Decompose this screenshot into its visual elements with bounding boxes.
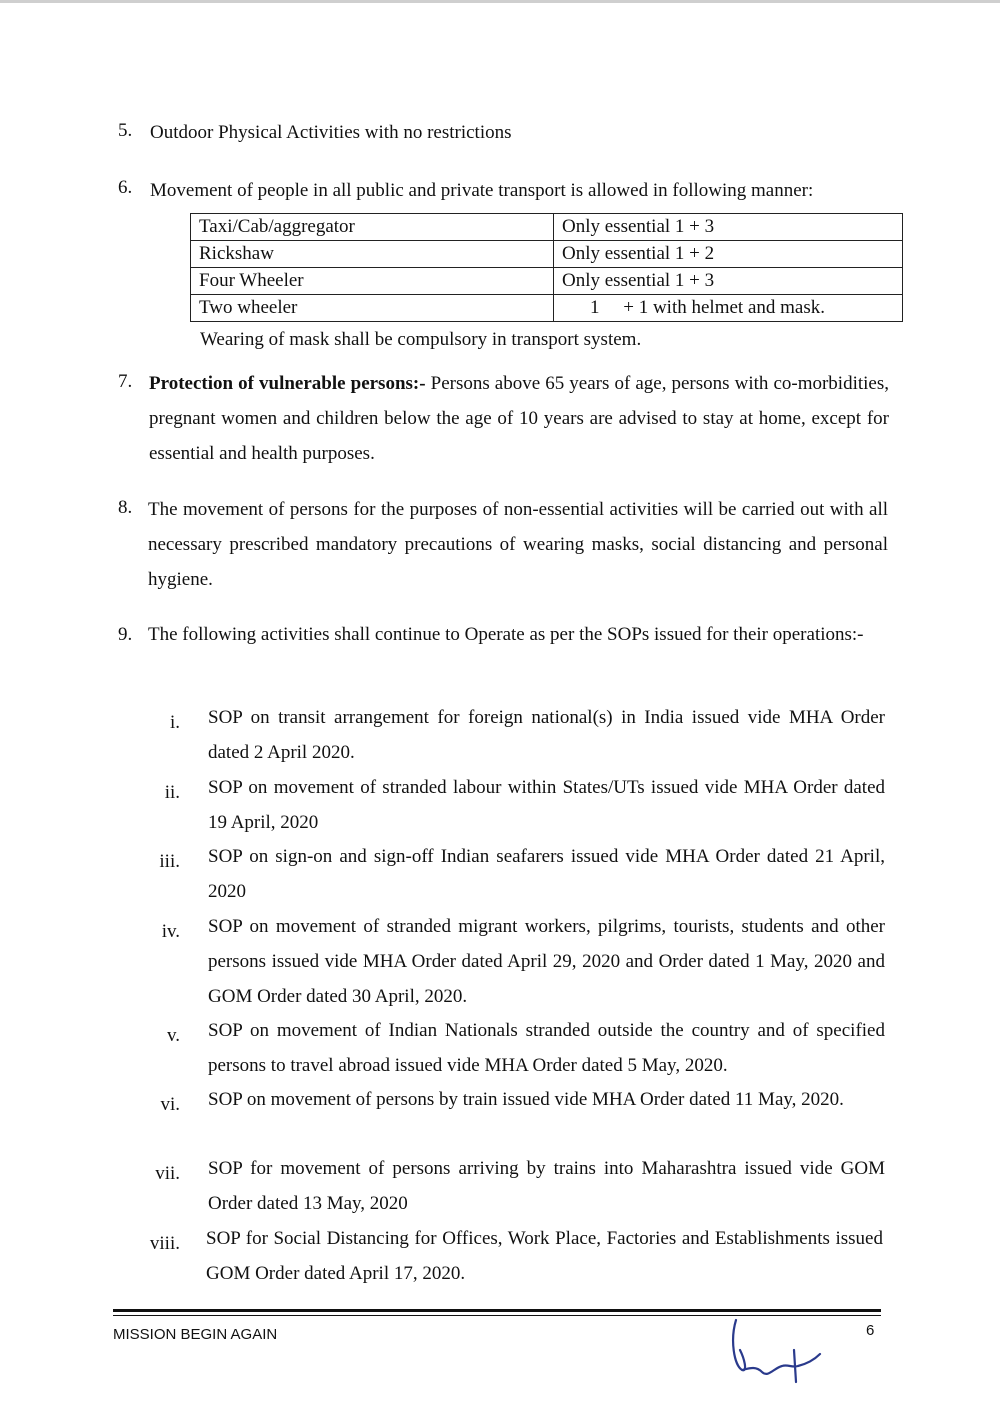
item-number: 8.: [118, 497, 133, 518]
sop-number: i.: [169, 712, 180, 733]
transport-mode: Rickshaw: [191, 241, 554, 268]
transport-mode: Four Wheeler: [191, 268, 554, 295]
table-row: [191, 241, 903, 268]
item-text: Outdoor Physical Activities with no restrictions: [150, 122, 512, 143]
item-heading: Protection of vulnerable persons:-: [149, 373, 426, 394]
transport-note: Wearing of mask shall be compulsory in transport system.: [200, 329, 642, 350]
list-item-8: [118, 490, 893, 595]
transport-mode: Taxi/Cab/aggregator: [191, 214, 554, 241]
item-number: 6.: [118, 177, 133, 198]
transport-rule: 1 + 1 with helmet and mask.: [554, 295, 903, 322]
item-body: Persons above 65 years of age, persons with co-morbidities, pregnant women and children below the age of 10 years are advised to stay at home, except for essential and health purposes.: [149, 373, 890, 464]
sop-text: SOP on movement of stranded migrant workers, pilgrims, tourists, students and other persons issued vide MHA Order dated April 29, 2020 and Order dated 1 May, 2020 and GOM Order dated 30 April, 2020.: [208, 916, 885, 1007]
item-text: The following activities shall continue to Operate as per the SOPs issued for their operations:-: [148, 624, 864, 645]
sop-item: [140, 770, 885, 840]
transport-rule: Only essential 1 + 3: [554, 214, 903, 241]
transport-table: [190, 213, 903, 322]
item-text: Movement of people in all public and private transport is allowed in following manner:: [150, 180, 814, 201]
sop-number: viii.: [149, 1233, 180, 1254]
sop-number: vi.: [160, 1094, 180, 1115]
footer-label: MISSION BEGIN AGAIN: [113, 1326, 278, 1343]
scan-top-edge: [0, 0, 1000, 3]
item-number: 5.: [118, 120, 133, 141]
sop-text: SOP on movement of persons by train issued vide MHA Order dated 11 May, 2020.: [208, 1089, 844, 1110]
list-item-7: [118, 364, 893, 469]
sop-number: iii.: [159, 851, 180, 872]
signature-mark: [728, 1310, 828, 1390]
sop-number: vii.: [155, 1163, 180, 1184]
sop-text: SOP for Social Distancing for Offices, Work Place, Factories and Establishments issued GOM Order dated April 17, 2020.: [206, 1228, 883, 1284]
list-item-6: [118, 170, 898, 205]
transport-rule: Only essential 1 + 2: [554, 241, 903, 268]
sop-number: iv.: [161, 921, 180, 942]
item-number: 9.: [118, 624, 133, 645]
sop-text: SOP on sign-on and sign-off Indian seafarers issued vide MHA Order dated 21 April, 2020: [208, 846, 885, 902]
sop-number: ii.: [164, 782, 180, 803]
sop-text: SOP on movement of stranded labour within States/UTs issued vide MHA Order dated 19 April, 2020: [208, 777, 885, 833]
item-number: 7.: [118, 371, 133, 392]
sop-item: [140, 1082, 885, 1152]
table-row: [191, 268, 903, 295]
sop-item: [140, 1013, 885, 1083]
list-item-9: [118, 617, 893, 687]
sop-number: v.: [166, 1025, 180, 1046]
sop-item: [140, 839, 885, 909]
sop-item: [140, 1221, 885, 1291]
sop-text: SOP for movement of persons arriving by trains into Maharashtra issued vide GOM Order dated 13 May, 2020: [208, 1158, 885, 1214]
table-row: [191, 295, 903, 322]
item-text: [149, 366, 889, 471]
sop-item: [140, 700, 885, 770]
page-number: 6: [866, 1322, 875, 1339]
sop-text: SOP on transit arrangement for foreign national(s) in India issued vide MHA Order dated 2 April 2020.: [208, 707, 885, 763]
transport-mode: Two wheeler: [191, 295, 554, 322]
transport-rule: Only essential 1 + 3: [554, 268, 903, 295]
sop-item: [140, 1151, 885, 1221]
table-row: [191, 214, 903, 241]
item-text: The movement of persons for the purposes of non-essential activities will be carried out with all necessary prescribed mandatory precautions of wearing masks, social distancing and personal hygiene.: [148, 499, 888, 590]
sop-text: SOP on movement of Indian Nationals stranded outside the country and of specified persons to travel abroad issued vide MHA Order dated 5 May, 2020.: [208, 1020, 885, 1076]
sop-item: [140, 909, 885, 1014]
list-item-5: [118, 113, 898, 148]
